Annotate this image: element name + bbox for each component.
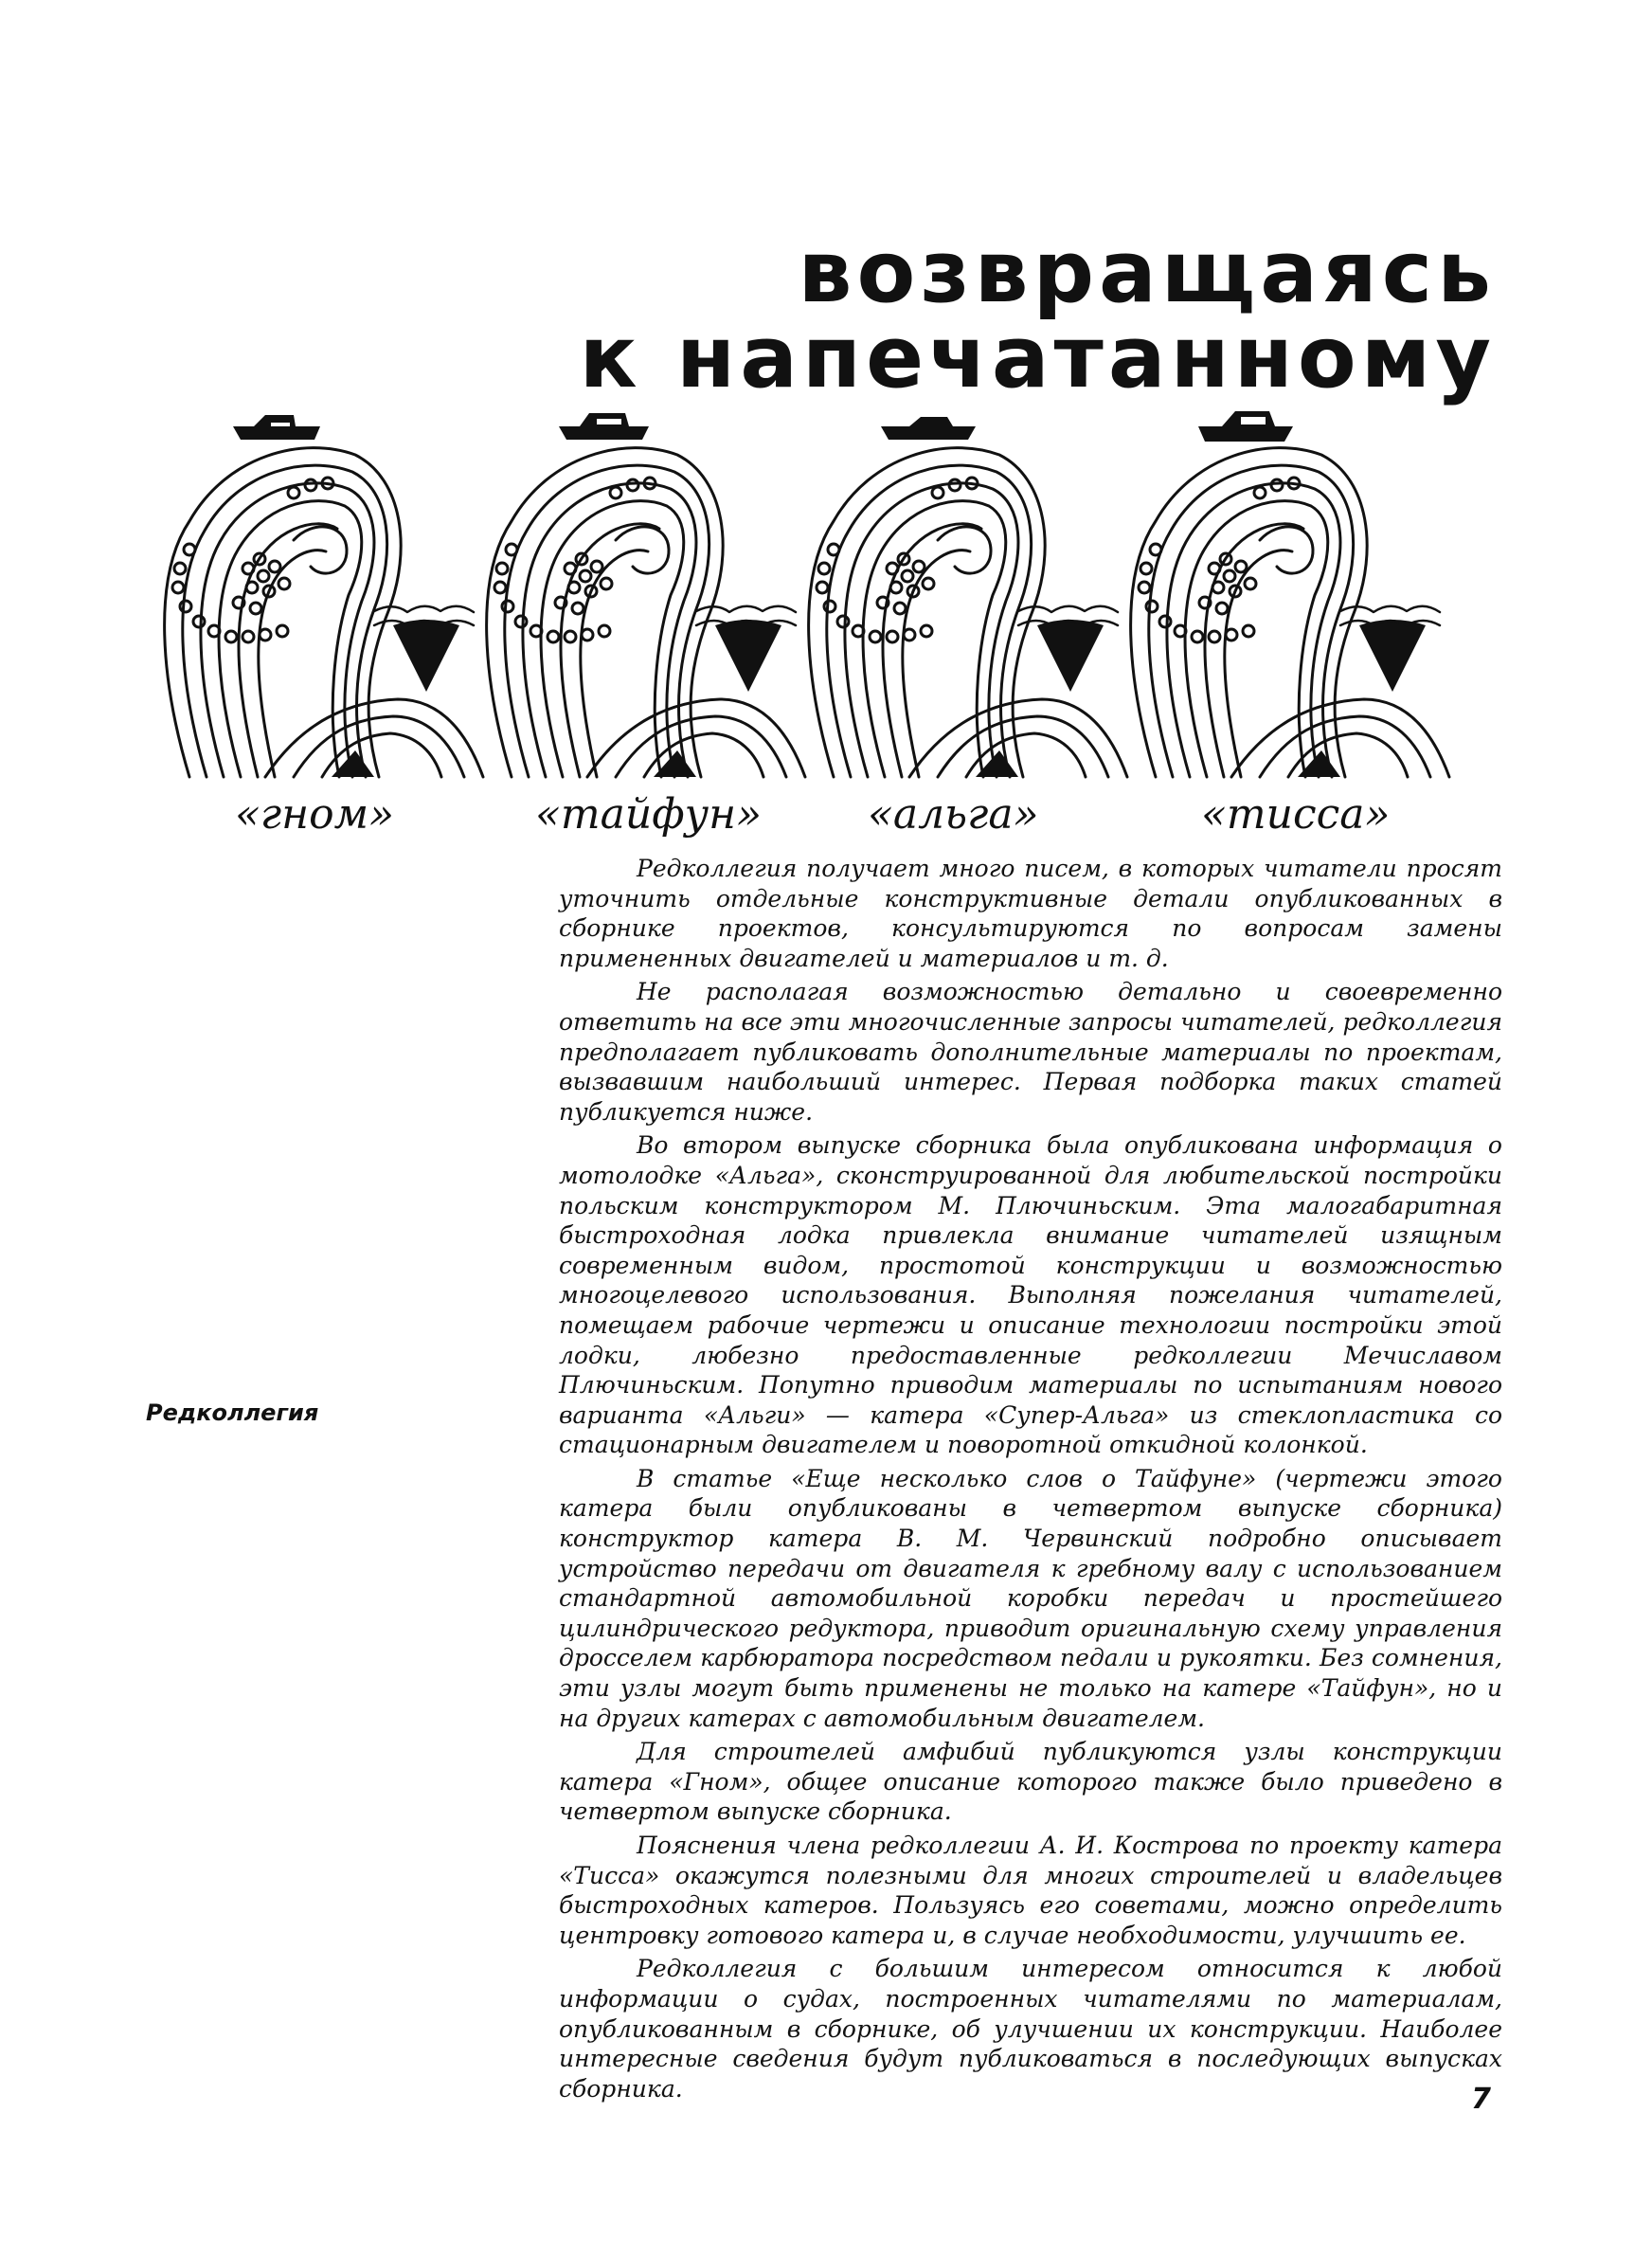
article-paragraph: Пояснения члена редколлегии А. И. Кострова по проекту катера «Тисса» окажутся полезными для многих строителей и владельцев быстроходных катеров. Пользуясь его советами, можно определить центровку готового катера и, в случае необходимости, улучшить ее. <box>559 1832 1502 1949</box>
wave-gnom <box>165 448 483 777</box>
wave-alga <box>809 448 1127 777</box>
page-title-line-1: возвращаясь <box>798 223 1496 322</box>
label-gnom: «гном» <box>235 790 395 839</box>
wave-taifun <box>487 448 805 777</box>
article-paragraph: Редколлегия с большим интересом относится к любой информации о судах, построенных читателями по материалам, опубликованным в сборнике, об улучшении их конструкции. Наиболее интересные сведения будут публиковаться в последующих выпусках сборника. <box>559 1955 1502 2103</box>
boat-silhouette <box>881 417 976 440</box>
article-paragraph: Не располагая возможностью детально и своевременно ответить на все эти многочисленные запросы читателей, редколлегия предполагает публиковать дополнительные материалы по проектам, вызвавшим наибольший интерес. Первая подборка таких статей публикуется ниже. <box>559 978 1502 1126</box>
boat-silhouette <box>1198 411 1293 442</box>
label-alga: «альга» <box>868 790 1039 839</box>
article-body <box>559 854 1502 2107</box>
author-signature: Редколлегия <box>146 1399 319 1426</box>
article-paragraph: Редколлегия получает много писем, в которых читатели просят уточнить отдельные конструктивные детали опубликованных в сборнике проектов, консультируются по вопросам замены примененных двигателей и материалов и т. д. <box>559 855 1502 972</box>
article-paragraph: В статье «Еще несколько слов о Тайфуне» (чертежи этого катера были опубликованы в четвертом выпуске сборника) конструктор катера В. М. Червинский подробно описывает устройство передачи от двигателя к гребному валу с использованием стандартной автомобильной коробки передач и простейшего цилиндрического редуктора, приводит оригинальную схему управления дросселем карбюратора посредством педали и рукоятки. Без сомнения, эти узлы могут быть применены не только на катере «Тайфун», но и на других катерах с автомобильным двигателем. <box>559 1464 1502 1732</box>
boat-silhouette <box>559 413 649 440</box>
article-paragraph: Для строителей амфибий публикуются узлы конструкции катера «Гном», общее описание которого также было приведено в четвертом выпуске сборника. <box>559 1738 1502 1826</box>
label-taifun: «тайфун» <box>535 790 763 839</box>
boat-silhouette <box>233 415 320 440</box>
wave-tissa <box>1131 448 1449 777</box>
label-tissa: «тисса» <box>1201 790 1391 839</box>
page-number: 7 <box>1471 2083 1491 2116</box>
waves-illustration <box>152 398 1506 796</box>
article-paragraph: Во втором выпуске сборника была опубликована информация о мотолодке «Альга», сконструированной для любительской постройки польским конструктором М. Плючиньским. Эта малогабаритная быстроходная лодка привлекла внимание читателей изящным современным видом, простотой конструкции и возможностью многоцелевого использования. Выполняя пожелания читателей, помещаем рабочие чертежи и описание технологии постройки этой лодки, любезно предоставленные редколлегии Мечиславом Плючиньским. Попутно приводим материалы по испытаниям нового варианта «Альги» — катера «Супер-Альга» из стеклопластика со стационарным двигателем и поворотной откидной колонкой. <box>559 1131 1502 1459</box>
page-title-line-2: к напечатанному <box>579 308 1496 407</box>
